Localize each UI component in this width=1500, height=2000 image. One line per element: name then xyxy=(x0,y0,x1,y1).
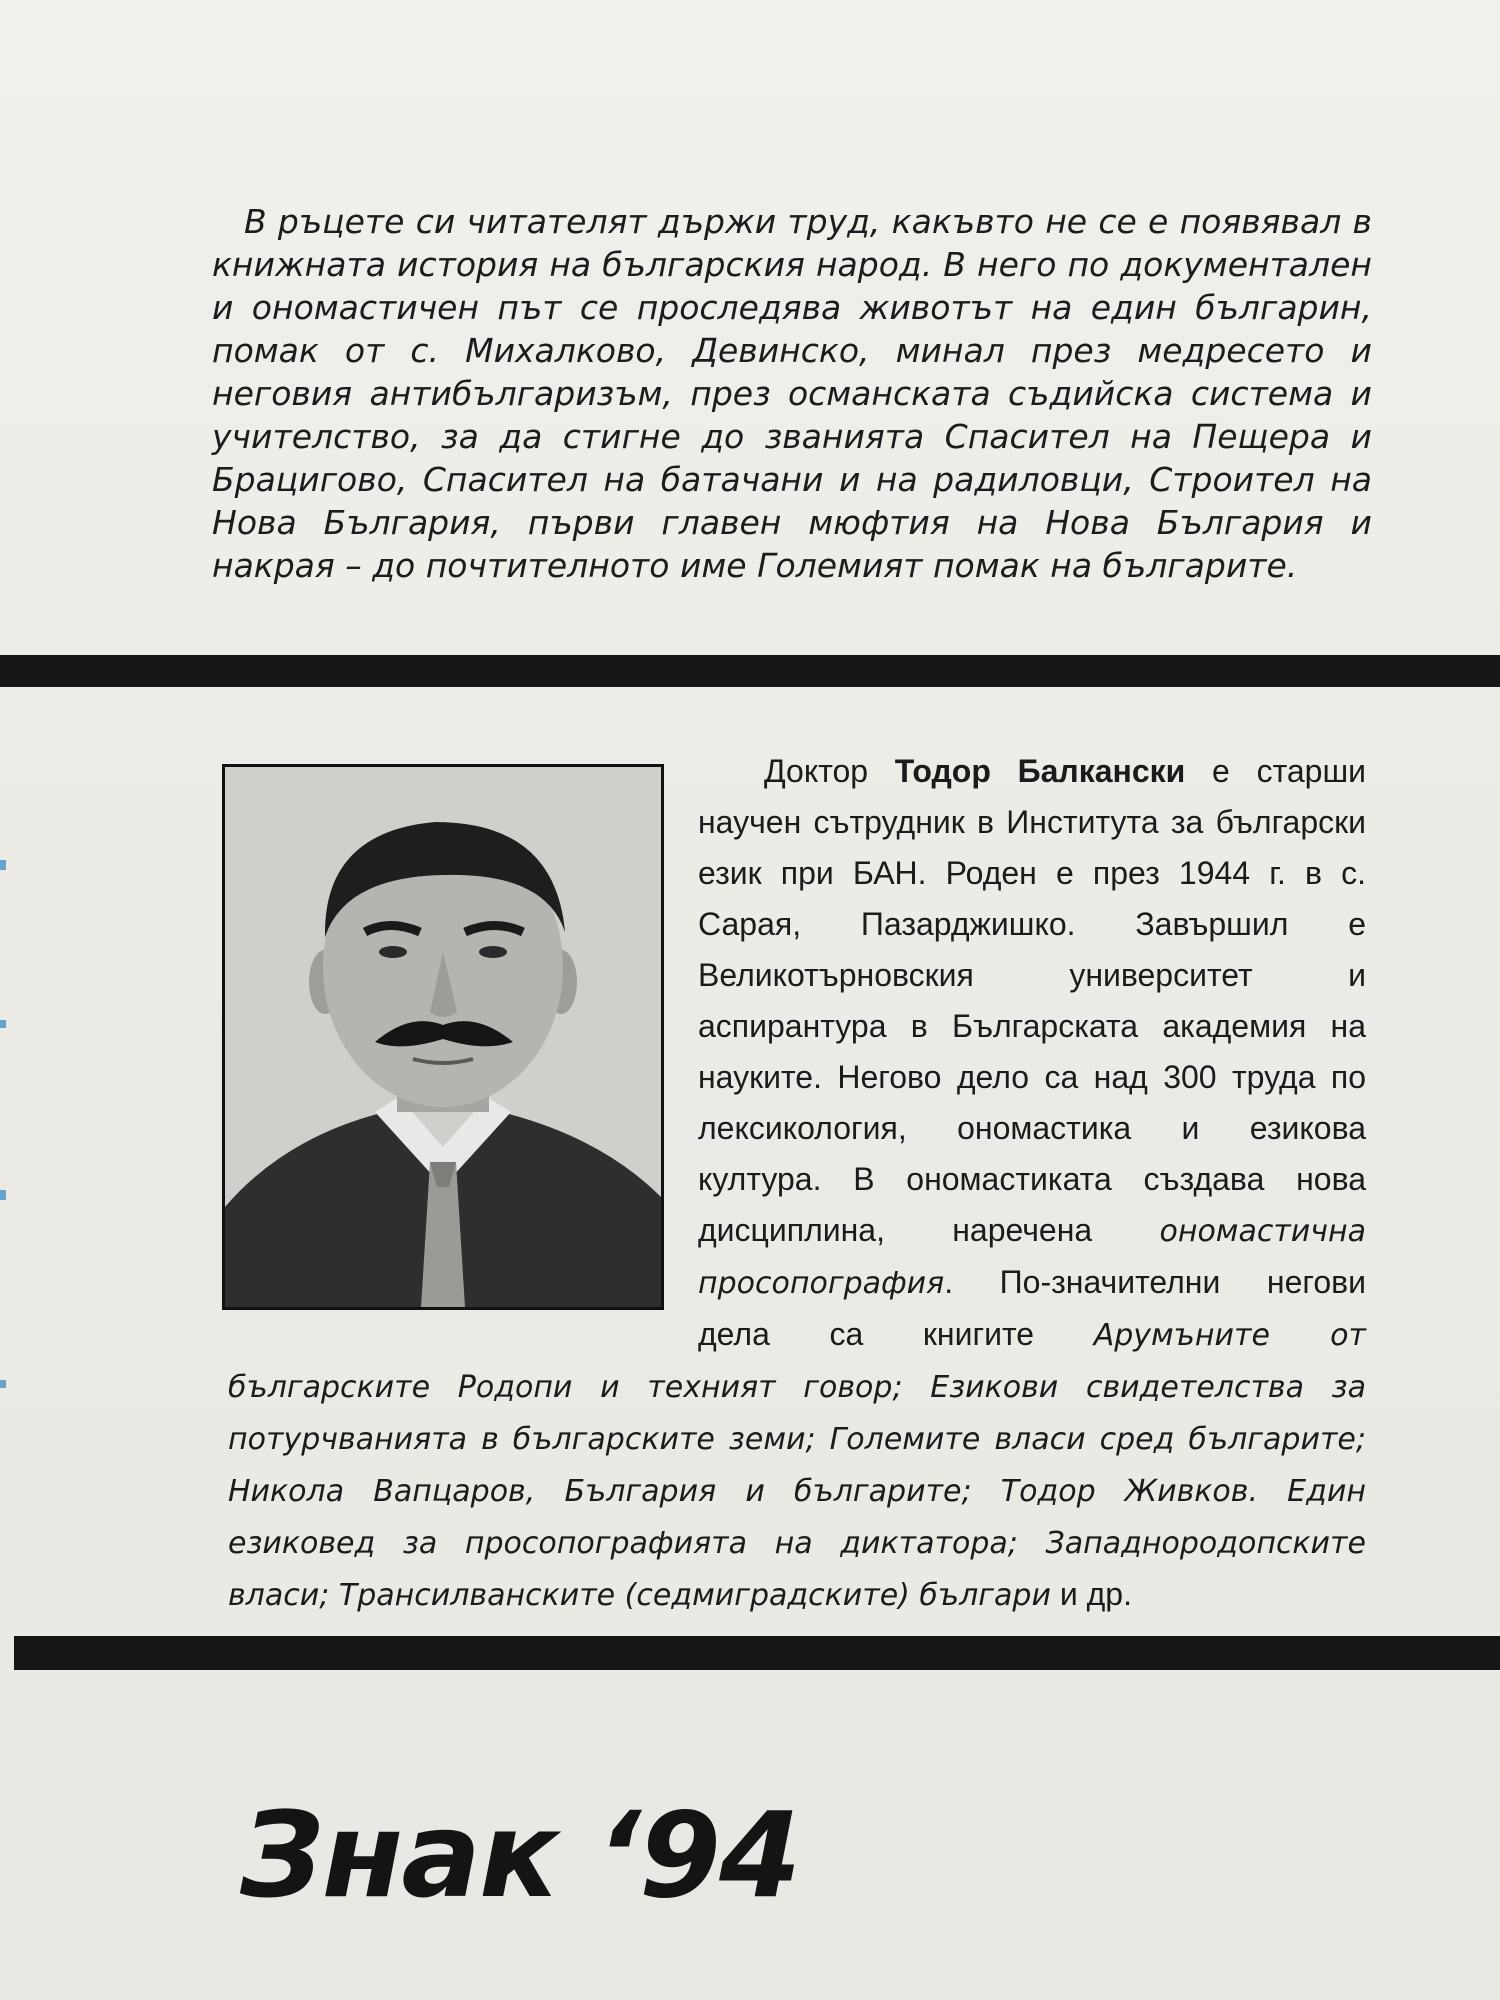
bio-prefix: Доктор xyxy=(764,753,869,789)
book-description: В ръцете си читателят държи труд, какъвто не се е появявал в книжната история на българския народ. В него по документален и ономастичен път се проследява животът на един българин, помак от с. Михалково, Девинско, минал през медресето и неговия антибългаризъм, през османската съдийска система и учителство, за да стигне до званията Спасител на Пещера и Брацигово, Спасител на батачани и на радиловци, Строител на Нова България, първи главен мюфтия на Нова България и накрая – до почтителното име Големият помак на българите. xyxy=(212,202,1372,585)
discipline-name: ономастична просопография xyxy=(698,1214,1367,1301)
book-titles: Арумъните от българските Родопи и техният говор; Езикови свидетелства за потурчванията в българските земи; Големите власи сред българите; Никола Вапцаров, България и българите; Тодор Живков. Един езиковед за просопографията на диктатора; Западнородопските власи; Трансилванските (седмиградските) българи xyxy=(228,1318,1367,1613)
publisher-logo: Знак ‘94 xyxy=(240,1786,800,1924)
page-edge-mark xyxy=(0,1190,6,1200)
page-edge-mark xyxy=(0,860,6,870)
bio-text: е старши научен сътрудник в Института за български език при БАН. Роден е през 1944 г. в с. Сарая, Пазарджишко. Завършил е Великотърновския университет и аспирантура в Българската академия на науките. Негово дело са над 300 труда по лексикология, ономастика и езикова култура. В ономастиката създава нова дисциплина, наречена xyxy=(698,753,1366,1248)
section-divider-top xyxy=(0,655,1500,687)
author-bio xyxy=(228,746,1366,1621)
page-edge-mark xyxy=(0,1020,6,1028)
photo-wrap-space xyxy=(228,746,698,1321)
section-divider-bottom xyxy=(14,1636,1500,1670)
author-name: Тодор Балкански xyxy=(894,753,1186,789)
bio-end: и др. xyxy=(1050,1576,1132,1612)
page-edge-mark xyxy=(0,1380,6,1388)
bio-text-continued: . По-значителни негови дела са книгите xyxy=(698,1264,1366,1352)
